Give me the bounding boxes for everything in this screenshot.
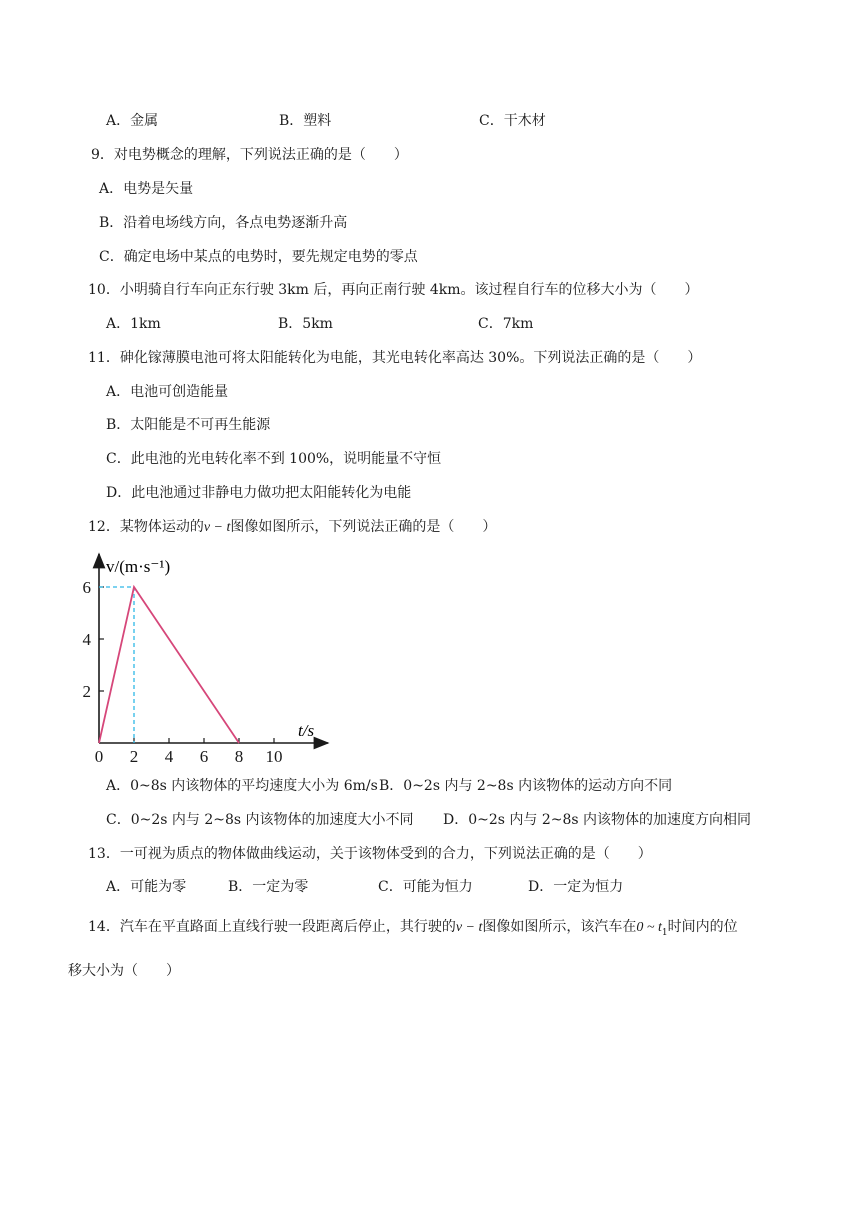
y-axis-label: v/(m·s⁻¹)	[106, 557, 171, 576]
q14-stem-continued: 移大小为（ ）	[68, 963, 180, 979]
q9-option-b: B．沿着电场线方向，各点电势逐渐升高	[99, 215, 348, 231]
velocity-line	[99, 587, 239, 743]
q12-option-d: D．0~2s 内与 2~8s 内该物体的加速度方向相同	[443, 812, 752, 828]
graph-ticks	[83, 578, 283, 766]
q9-option-a: A．电势是矢量	[99, 181, 194, 197]
q12-option-a: A．0~8s 内该物体的平均速度大小为 6m/s	[106, 778, 378, 794]
q8-option-b: B．塑料	[279, 113, 332, 129]
q10-stem: 10．小明骑自行车向正东行驶 3km 后，再向正南行驶 4km。该过程自行车的位移大小为（ ）	[88, 282, 699, 298]
q12-option-b: B．0~2s 内与 2~8s 内该物体的运动方向不同	[379, 778, 673, 794]
q8-option-a: A．金属	[106, 113, 159, 129]
q11-option-d: D．此电池通过非静电力做功把太阳能转化为电能	[106, 485, 412, 501]
q8-option-c: C．干木材	[479, 113, 546, 129]
x-tick-label-10: 10	[265, 747, 283, 766]
q11-stem: 11．砷化镓薄膜电池可将太阳能转化为电能，其光电转化率高达 30%。下列说法正确的是（ ）	[88, 350, 702, 366]
x-tick-label-6: 6	[199, 747, 209, 766]
x-axis-label: t/s	[298, 721, 315, 740]
q9-stem: 9．对电势概念的理解，下列说法正确的是（ ）	[91, 147, 408, 163]
q11-option-b: B．太阳能是不可再生能源	[106, 417, 271, 433]
q13-stem: 13．一可视为质点的物体做曲线运动，关于该物体受到的合力，下列说法正确的是（ ）	[88, 846, 652, 862]
x-tick-label-8: 8	[234, 747, 244, 766]
q13-option-c: C．可能为恒力	[378, 879, 473, 895]
y-tick-label-6: 6	[82, 578, 91, 597]
q14-stem: 14．汽车在平直路面上直线行驶一段距离后停止，其行驶的v − t图像如图所示，该汽车在0 ~ $t_1$时间内的位	[88, 919, 738, 938]
vt-symbol: v − t	[203, 520, 231, 535]
x-tick-label-0: 0	[94, 747, 104, 766]
x-tick-label-2: 2	[129, 747, 139, 766]
q11-option-a: A．电池可创造能量	[106, 384, 229, 400]
q10-option-b: B．5km	[278, 316, 333, 332]
vt-symbol: v − t	[455, 920, 483, 935]
q11-option-c: C．此电池的光电转化率不到 100%，说明能量不守恒	[106, 451, 442, 467]
graph-series	[99, 587, 239, 743]
time-interval: 0 ~ t	[636, 920, 662, 935]
y-tick-label-4: 4	[82, 630, 91, 649]
q10-option-c: C．7km	[478, 316, 534, 332]
x-tick-label-4: 4	[164, 747, 174, 766]
q13-option-a: A．可能为零	[106, 879, 187, 895]
q13-option-d: D．一定为恒力	[528, 879, 624, 895]
q12-option-c: C．0~2s 内与 2~8s 内该物体的加速度大小不同	[106, 812, 414, 828]
q10-option-a: A．1km	[106, 316, 161, 332]
q13-option-b: B．一定为零	[228, 879, 309, 895]
y-tick-label-2: 2	[82, 682, 91, 701]
vt-graph	[70, 548, 340, 766]
q12-stem: 12．某物体运动的v − t图像如图所示，下列说法正确的是（ ）	[88, 519, 497, 535]
q9-option-c: C．确定电场中某点的电势时，要先规定电势的零点	[99, 249, 418, 265]
